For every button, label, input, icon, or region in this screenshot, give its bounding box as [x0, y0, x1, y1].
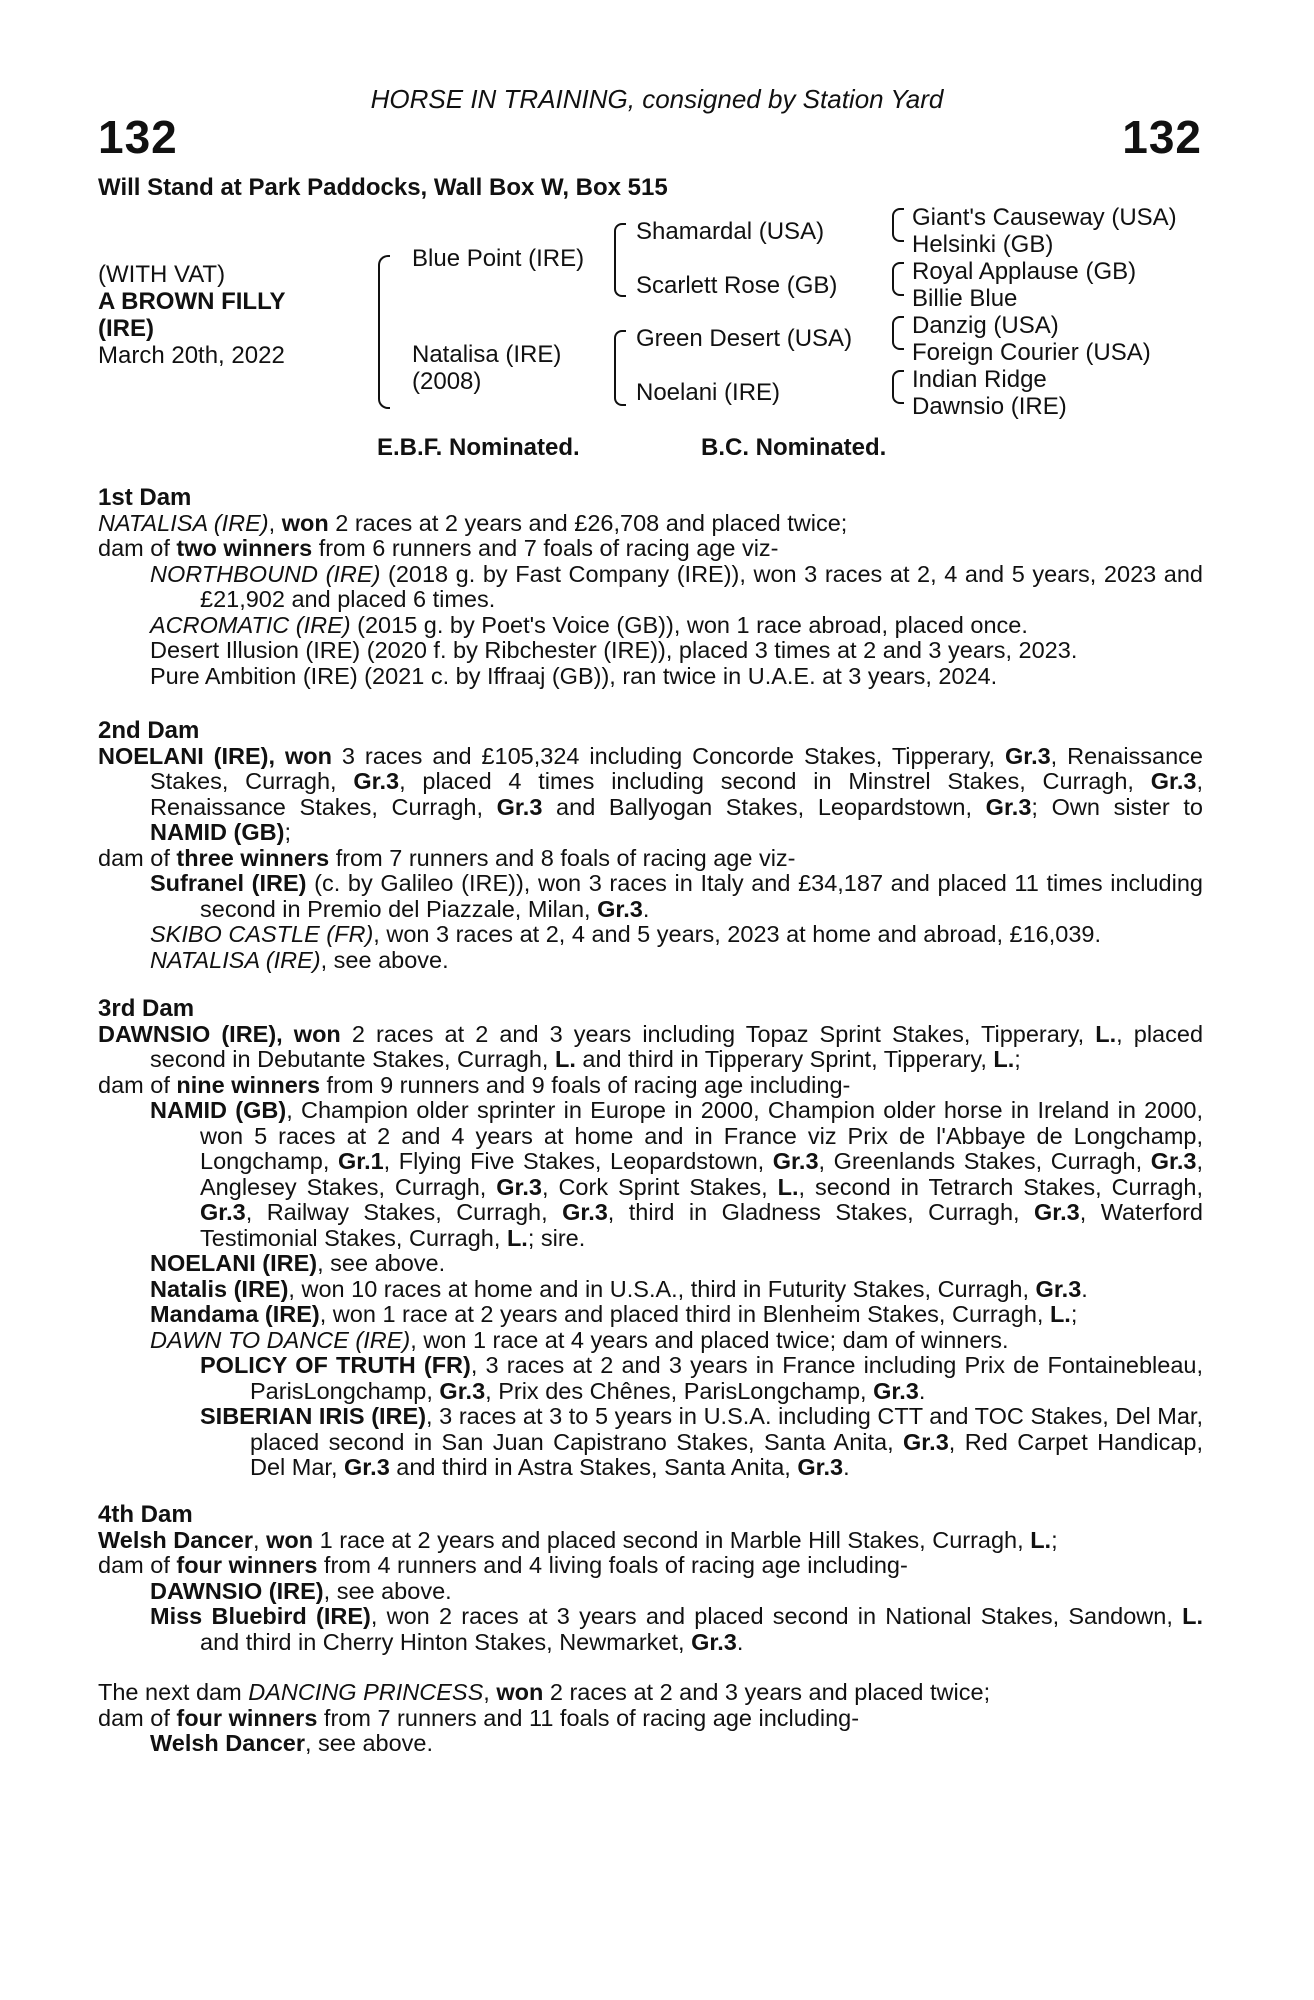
horse-description: A BROWN FILLY	[98, 288, 286, 315]
pedigree-brace-parents	[378, 255, 390, 409]
ggp-4: Billie Blue	[912, 285, 1018, 312]
fourth-dam-progeny-2: Miss Bluebird (IRE), won 2 races at 3 years and placed second in National Stakes, Sandown, L. and third in Cherry Hinton Stakes, Newmarket, Gr.3.	[150, 1603, 1204, 1655]
dam-dam: Noelani (IRE)	[636, 379, 781, 406]
grand-progeny-siberian-iris: SIBERIAN IRIS (IRE), 3 races at 3 to 5 years in U.S.A. including CTT and TOC Stakes, Del Mar, placed second in San Juan Capistrano Stakes, Santa Anita, Gr.3, Red Carpet Handicap, Del Mar, Gr.3 and third in Astra Stakes, Santa Anita, Gr.3.	[200, 1403, 1203, 1480]
pedigree-brace-gg4	[892, 370, 904, 404]
first-dam-progeny-3: Desert Illusion (IRE) (2020 f. by Ribchester (IRE)), placed 3 times at 2 and 3 years, 2023.	[150, 637, 1078, 663]
second-dam-progeny-3: NATALISA (IRE), see above.	[150, 946, 449, 973]
sire-name: Blue Point (IRE)	[412, 245, 585, 272]
fourth-dam-heading: 4th Dam	[98, 1501, 193, 1528]
first-dam-progeny-4: Pure Ambition (IRE) (2021 c. by Iffraaj (GB)), ran twice in U.A.E. at 3 years, 2024.	[150, 662, 998, 689]
third-dam-section	[98, 996, 1203, 1481]
third-dam-produce-summary: dam of nine winners from 9 runners and 9 foals of racing age including-	[98, 1071, 851, 1098]
next-dam-produce-summary: dam of four winners from 7 runners and 11 foals of racing age including-	[98, 1704, 860, 1731]
ebf-nominated: E.B.F. Nominated.	[377, 434, 580, 461]
grand-progeny-policy-of-truth: POLICY OF TRUTH (FR), 3 races at 2 and 3 years in France including Prix de Fontainebleau, ParisLongchamp, Gr.3, Prix des Chênes, ParisLongchamp, Gr.3.	[200, 1352, 1203, 1404]
ggp-7: Indian Ridge	[912, 366, 1047, 393]
ggp-1: Giant's Causeway (USA)	[912, 204, 1177, 231]
fourth-dam-record: Welsh Dancer, won 1 race at 2 years and placed second in Marble Hill Stakes, Curragh, L.;	[98, 1526, 1058, 1553]
lot-number-left: 132	[98, 111, 178, 163]
first-dam-progeny-1: NORTHBOUND (IRE) (2018 g. by Fast Company (IRE)), won 3 races at 2, 4 and 5 years, 2023 and £21,902 and placed 6 times.	[150, 560, 1203, 612]
ggp-6: Foreign Courier (USA)	[912, 339, 1151, 366]
pedigree-brace-dam	[614, 330, 626, 406]
second-dam-record: NOELANI (IRE), won 3 races and £105,324 including Concorde Stakes, Tipperary, Gr.3, Renaissance Stakes, Curragh, Gr.3, placed 4 times including second in Minstrel Stakes, Curragh, Gr.3, Renaissance Stakes, Curragh, Gr.3 and Ballyogan Stakes, Leopardstown, Gr.3; Own sister to NAMID (GB);	[98, 742, 1203, 845]
bc-nominated: B.C. Nominated.	[701, 434, 887, 461]
ggp-5: Danzig (USA)	[912, 312, 1059, 339]
stand-location: Will Stand at Park Paddocks, Wall Box W, Box 515	[98, 174, 668, 201]
second-dam-progeny-2: SKIBO CASTLE (FR), won 3 races at 2, 4 and 5 years, 2023 at home and abroad, £16,039.	[150, 921, 1101, 947]
pedigree-brace-gg2	[892, 262, 904, 296]
fourth-dam-produce-summary: dam of four winners from 4 runners and 4 living foals of racing age including-	[98, 1552, 908, 1578]
first-dam-record: NATALISA (IRE), won 2 races at 2 years and £26,708 and placed twice;	[98, 509, 848, 536]
third-dam-progeny-namid: NAMID (GB), Champion older sprinter in Europe in 2000, Champion older horse in Ireland in 2000, won 5 races at 2 and 4 years at home and in France viz Prix de l'Abbaye de Longchamp, Longchamp, Gr.1, Flying Five Stakes, Leopardstown, Gr.3, Greenlands Stakes, Curragh, Gr.3, Anglesey Stakes, Curragh, Gr.3, Cork Sprint Stakes, L., second in Tetrarch Stakes, Curragh, Gr.3, Railway Stakes, Curragh, Gr.3, third in Gladness Stakes, Curragh, Gr.3, Waterford Testimonial Stakes, Curragh, L.; sire.	[150, 1097, 1204, 1251]
pedigree-brace-gg3	[892, 316, 904, 350]
next-dam-progeny-1: Welsh Dancer, see above.	[150, 1730, 434, 1756]
third-dam-heading: 3rd Dam	[98, 995, 195, 1022]
sire-dam: Scarlett Rose (GB)	[636, 272, 838, 299]
foaling-date: March 20th, 2022	[98, 342, 285, 369]
third-dam-progeny-mandama: Mandama (IRE), won 1 race at 2 years and placed third in Blenheim Stakes, Curragh, L.;	[150, 1301, 1078, 1327]
first-dam-section	[98, 485, 1203, 689]
sire-sire: Shamardal (USA)	[636, 218, 825, 245]
first-dam-heading: 1st Dam	[98, 484, 192, 511]
third-dam-progeny-dawn-to-dance: DAWN TO DANCE (IRE), won 1 race at 4 years and placed twice; dam of winners.	[150, 1326, 1009, 1353]
pedigree-brace-gg1	[892, 208, 904, 242]
vat-note: (WITH VAT)	[98, 261, 226, 288]
ggp-2: Helsinki (GB)	[912, 231, 1054, 258]
dam-year: (2008)	[412, 368, 482, 395]
next-dam-section	[98, 1680, 1203, 1757]
fourth-dam-section	[98, 1502, 1203, 1655]
third-dam-progeny-natalis: Natalis (IRE), won 10 races at home and in U.S.A., third in Futurity Stakes, Curragh, Gr.3.	[150, 1275, 1088, 1302]
fourth-dam-progeny-1: DAWNSIO (IRE), see above.	[150, 1577, 452, 1604]
first-dam-produce-summary: dam of two winners from 6 runners and 7 foals of racing age viz-	[98, 535, 779, 561]
next-dam-record: The next dam DANCING PRINCESS, won 2 races at 2 and 3 years and placed twice;	[98, 1679, 991, 1705]
first-dam-progeny-2: ACROMATIC (IRE) (2015 g. by Poet's Voice (GB)), won 1 race abroad, placed once.	[150, 611, 1028, 638]
dam-name: Natalisa (IRE)	[412, 341, 562, 368]
third-dam-progeny-noelani: NOELANI (IRE), see above.	[150, 1250, 446, 1276]
second-dam-section	[98, 718, 1203, 973]
dam-sire: Green Desert (USA)	[636, 325, 853, 352]
second-dam-progeny-1: Sufranel (IRE) (c. by Galileo (IRE)), won 3 races in Italy and £34,187 and placed 11 times including second in Premio del Piazzale, Milan, Gr.3.	[150, 870, 1203, 922]
lot-number-right: 132	[1122, 111, 1202, 163]
ggp-3: Royal Applause (GB)	[912, 258, 1137, 285]
pedigree-brace-sire	[614, 223, 626, 297]
second-dam-heading: 2nd Dam	[98, 717, 200, 744]
second-dam-produce-summary: dam of three winners from 7 runners and 8 foals of racing age viz-	[98, 844, 796, 871]
consignor-line: HORSE IN TRAINING, consigned by Station Yard	[370, 84, 944, 114]
ggp-8: Dawnsio (IRE)	[912, 393, 1067, 420]
horse-country: (IRE)	[98, 315, 154, 342]
third-dam-record: DAWNSIO (IRE), won 2 races at 2 and 3 years including Topaz Sprint Stakes, Tipperary, L., placed second in Debutante Stakes, Curragh, L. and third in Tipperary Sprint, Tipperary, L.;	[98, 1020, 1204, 1072]
